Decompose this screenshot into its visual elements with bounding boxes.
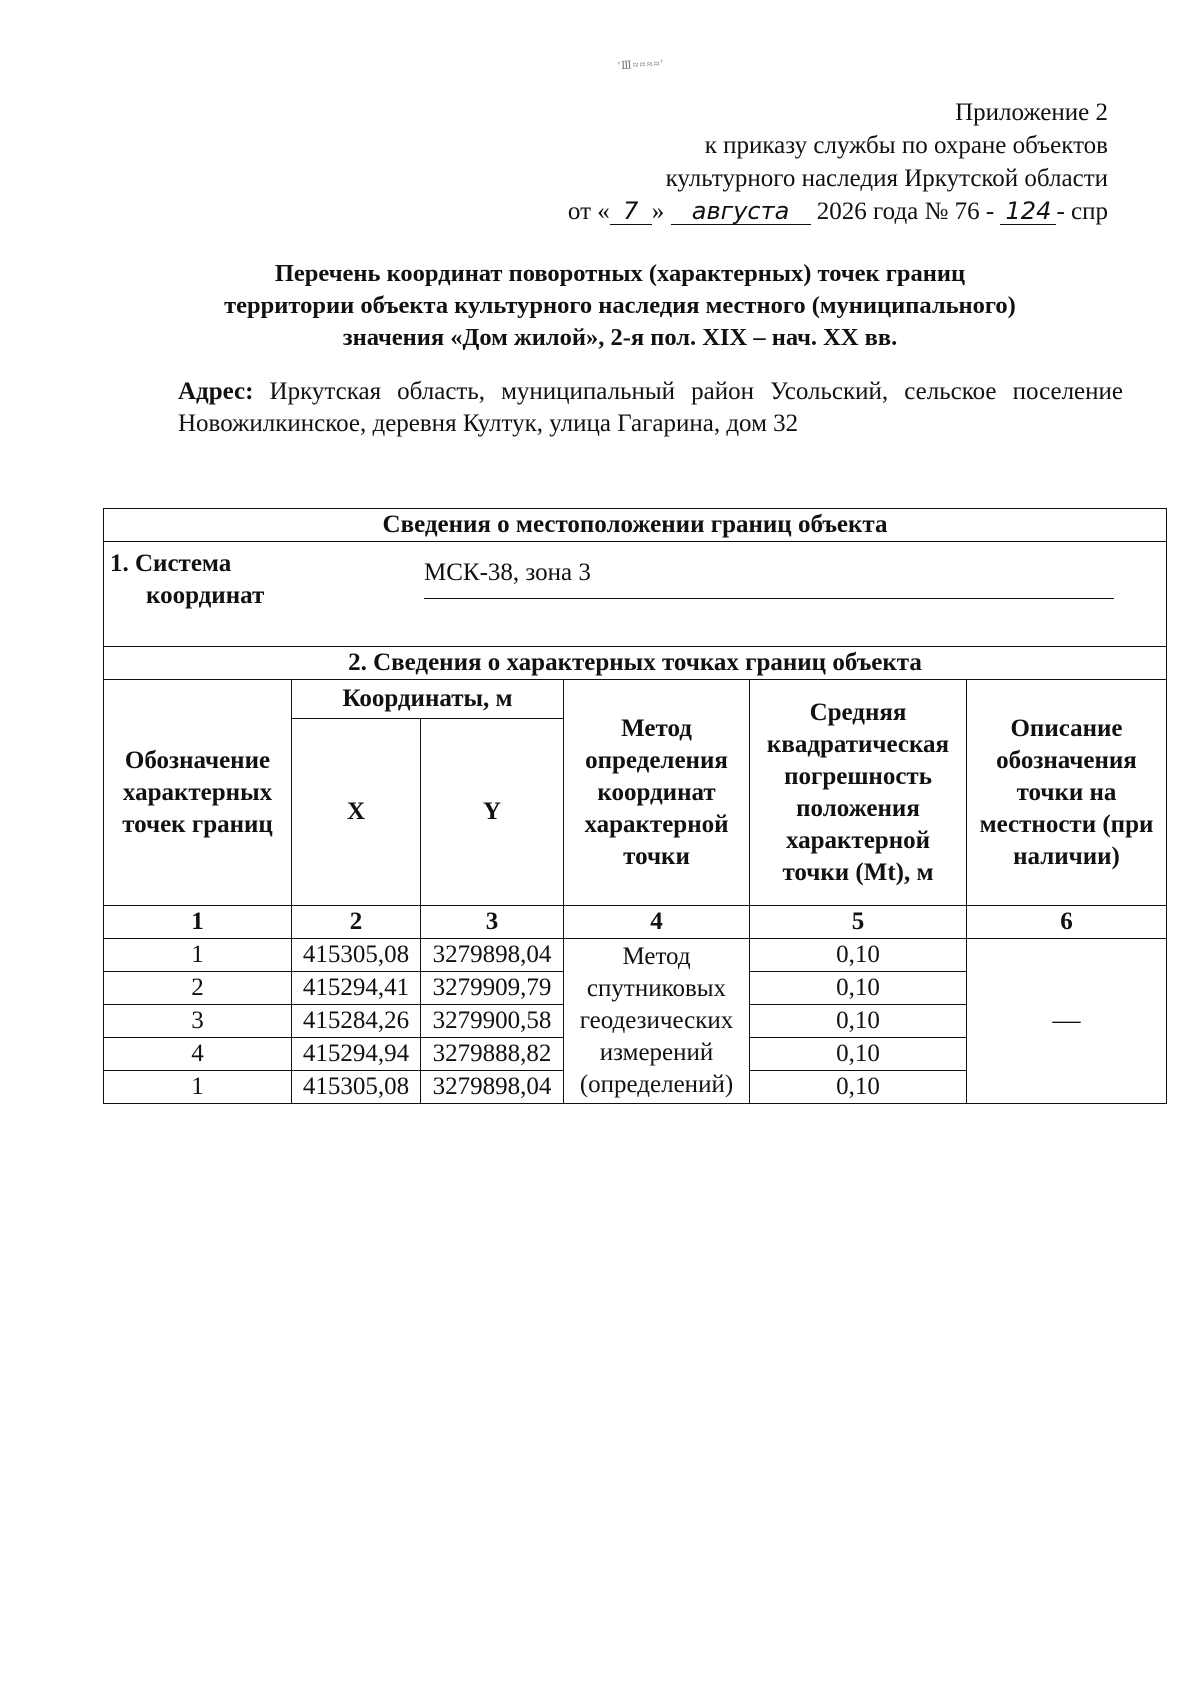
- point-number: 1: [104, 939, 292, 972]
- coord-system-cell: [104, 542, 1167, 647]
- column-header-row-1: [104, 680, 1167, 719]
- handwritten-month: августа: [671, 198, 811, 225]
- header-y: Y: [421, 719, 564, 906]
- header-x: X: [292, 719, 421, 906]
- error-value: 0,10: [750, 1005, 967, 1038]
- appendix-line-2: к приказу службы по охране объектов: [704, 132, 1108, 159]
- address-text: Иркутская область, муниципальный район Усольский, сельское поселение Новожилкинское, деревня Култук, улица Гагарина, дом 32: [178, 378, 1123, 437]
- column-number: 2: [292, 906, 421, 939]
- address-label: Адрес:: [178, 378, 254, 405]
- x-value: 415294,41: [292, 972, 421, 1005]
- y-value: 3279888,82: [421, 1038, 564, 1071]
- column-number: 1: [104, 906, 292, 939]
- point-number: 2: [104, 972, 292, 1005]
- title-line-3: значения «Дом жилой», 2-я пол. XIX – нач. XX вв.: [342, 324, 898, 351]
- column-number: 5: [750, 906, 967, 939]
- header-method: Метод определения координат характерной точки: [564, 680, 750, 906]
- table-row: [104, 939, 1167, 972]
- y-value: 3279909,79: [421, 972, 564, 1005]
- x-value: 415305,08: [292, 939, 421, 972]
- appendix-line-1: Приложение 2: [955, 99, 1108, 126]
- coord-system-value: МСК-38, зона 3: [424, 560, 1114, 599]
- point-number: 4: [104, 1038, 292, 1071]
- boundary-table: [103, 508, 1167, 1104]
- error-value: 0,10: [750, 939, 967, 972]
- handwritten-day: 7: [610, 198, 652, 225]
- coord-system-label-1: 1. Система: [110, 550, 232, 577]
- date-mid: »: [651, 198, 665, 225]
- section2-header-row: [104, 647, 1167, 680]
- document-title: [120, 258, 1120, 354]
- coord-system-row: [104, 542, 1167, 647]
- date-year-text: 2026 года № 76 -: [816, 198, 995, 225]
- x-value: 415294,94: [292, 1038, 421, 1071]
- header-error: Средняя квадратическая погрешность положения характерной точки (Mt), м: [750, 680, 967, 906]
- method-value: Метод спутниковых геодезических измерений (определений): [564, 939, 750, 1104]
- appendix-date-line: [468, 195, 1108, 228]
- column-number: 3: [421, 906, 564, 939]
- column-number: 6: [967, 906, 1167, 939]
- appendix-line-3: культурного наследия Иркутской области: [665, 165, 1108, 192]
- error-value: 0,10: [750, 972, 967, 1005]
- title-line-1: Перечень координат поворотных (характерных) точек границ: [274, 260, 966, 287]
- header-description: Описание обозначения точки на местности (при наличии): [967, 680, 1167, 906]
- handwritten-doc-number: 124: [1000, 198, 1056, 225]
- section2-title: 2. Сведения о характерных точках границ объекта: [104, 647, 1167, 680]
- date-prefix: от «: [567, 198, 610, 225]
- x-value: 415305,08: [292, 1071, 421, 1104]
- x-value: 415284,26: [292, 1005, 421, 1038]
- scan-mark: 'Ⅲ≈≈≈≈′: [617, 57, 665, 73]
- address-paragraph: [178, 376, 1123, 440]
- y-value: 3279898,04: [421, 939, 564, 972]
- header-coordinates: Координаты, м: [292, 680, 564, 719]
- section1-header-row: [104, 509, 1167, 542]
- error-value: 0,10: [750, 1038, 967, 1071]
- appendix-header: [468, 96, 1108, 228]
- description-value: —: [967, 939, 1167, 1104]
- point-number: 3: [104, 1005, 292, 1038]
- header-point-designation: Обозначение характерных точек границ: [104, 680, 292, 906]
- y-value: 3279898,04: [421, 1071, 564, 1104]
- coord-system-label: [110, 548, 264, 612]
- title-line-2: территории объекта культурного наследия местного (муниципального): [224, 292, 1016, 319]
- coord-system-label-2: координат: [146, 582, 265, 609]
- doc-suffix: - спр: [1056, 198, 1108, 225]
- section1-title: Сведения о местоположении границ объекта: [104, 509, 1167, 542]
- error-value: 0,10: [750, 1071, 967, 1104]
- column-number-row: [104, 906, 1167, 939]
- point-number: 1: [104, 1071, 292, 1104]
- column-number: 4: [564, 906, 750, 939]
- y-value: 3279900,58: [421, 1005, 564, 1038]
